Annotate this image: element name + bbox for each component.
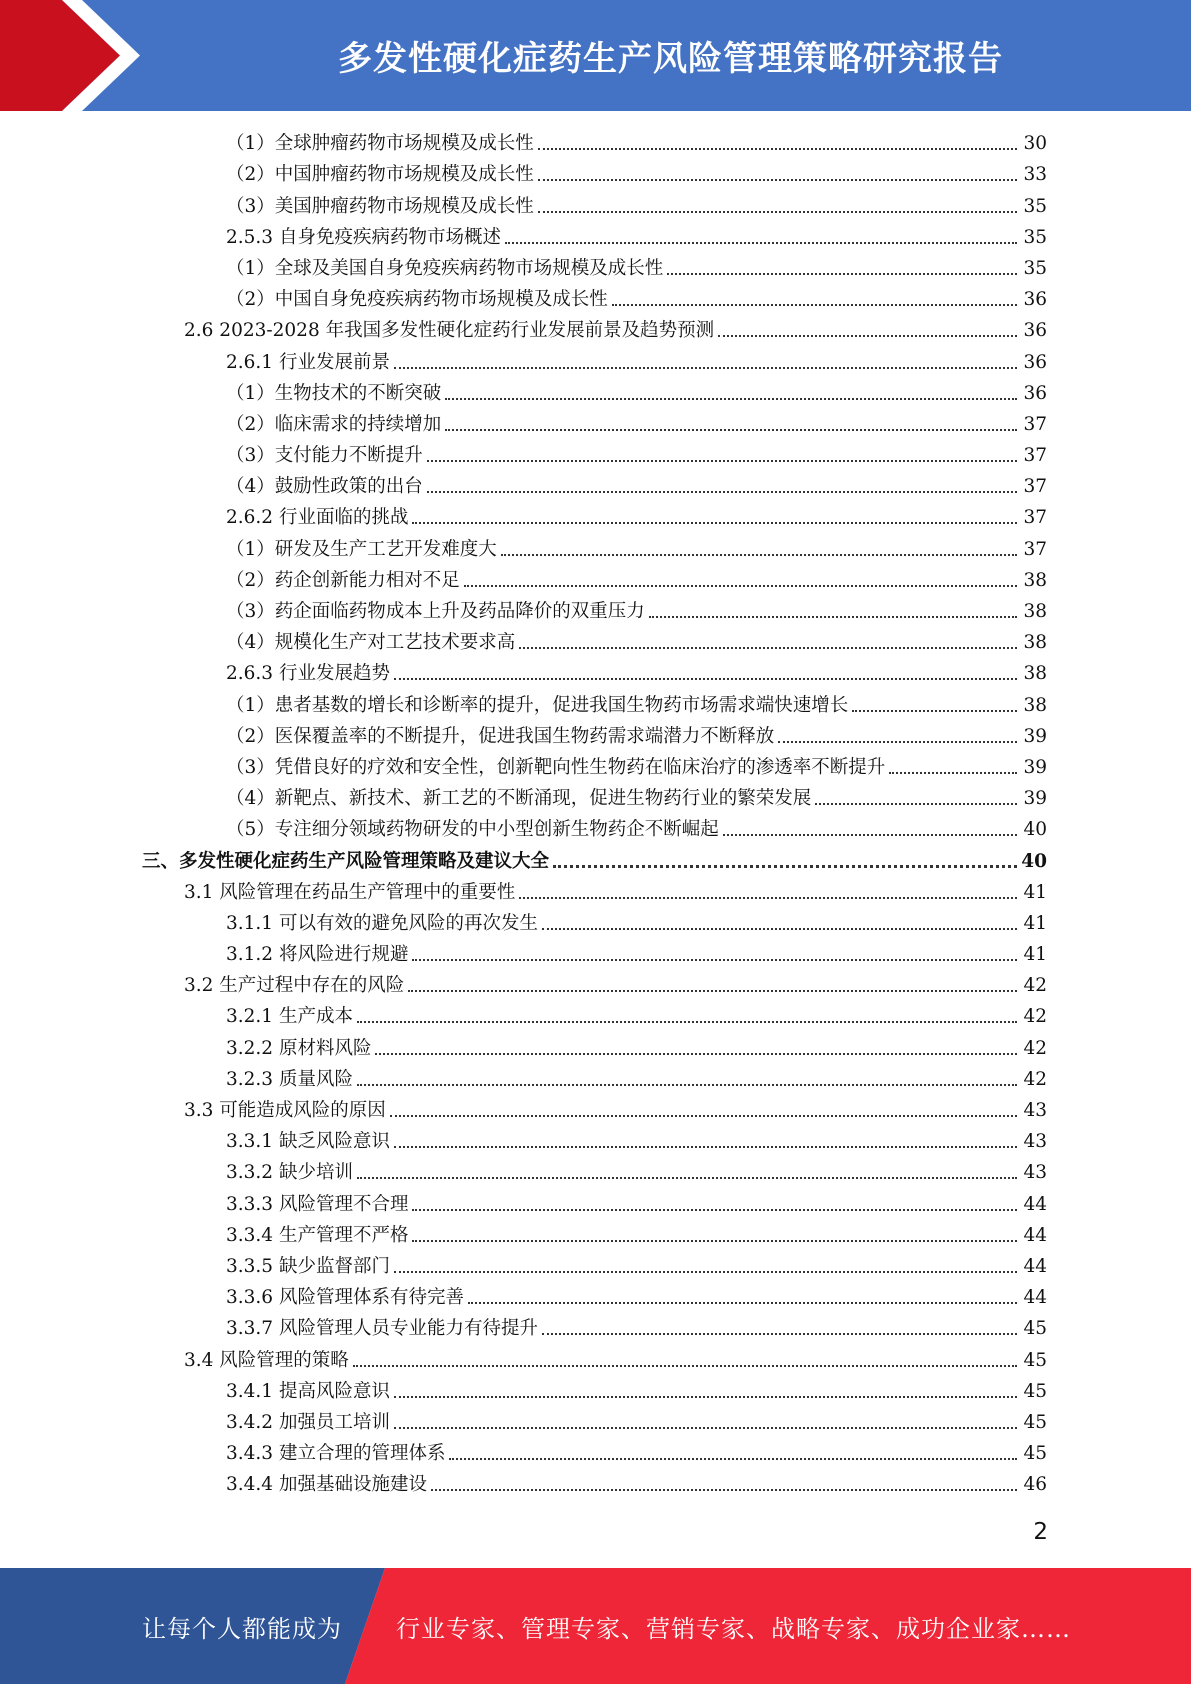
toc-entry-page: 35 xyxy=(1023,257,1047,279)
toc-leader-dots xyxy=(815,803,1017,805)
toc-entry-page: 38 xyxy=(1023,663,1047,685)
toc-entry[interactable] xyxy=(0,877,1191,908)
toc-entry-title: 3.2.3 质量风险 xyxy=(226,1068,353,1090)
toc-entry-page: 45 xyxy=(1023,1411,1047,1433)
toc-entry-title: （1）全球及美国自身免疫疾病药物市场规模及成长性 xyxy=(226,257,664,279)
toc-leader-dots xyxy=(464,585,1017,587)
toc-entry-title: （2）医保覆盖率的不断提升，促进我国生物药需求端潜力不断释放 xyxy=(226,725,775,747)
toc-entry[interactable] xyxy=(0,502,1191,533)
toc-leader-dots xyxy=(431,1489,1017,1491)
toc-leader-dots xyxy=(394,1396,1017,1398)
toc-leader-dots xyxy=(445,429,1017,431)
toc-entry-title: 3.4 风险管理的策略 xyxy=(184,1349,349,1371)
toc-entry-page: 44 xyxy=(1023,1287,1047,1309)
toc-entry-page: 37 xyxy=(1023,538,1047,560)
toc-entry[interactable] xyxy=(0,1344,1191,1375)
toc-entry-title: 2.6.3 行业发展趋势 xyxy=(226,663,390,685)
toc-leader-dots xyxy=(427,491,1017,493)
toc-entry-page: 39 xyxy=(1023,788,1047,810)
page-number: 2 xyxy=(1033,1519,1048,1545)
toc-entry-page: 43 xyxy=(1023,1162,1047,1184)
toc-entry[interactable] xyxy=(0,284,1191,315)
toc-entry-title: 3.4.3 建立合理的管理体系 xyxy=(226,1443,446,1465)
toc-entry[interactable] xyxy=(0,1376,1191,1407)
toc-entry-page: 45 xyxy=(1023,1443,1047,1465)
toc-entry-title: （4）鼓励性政策的出台 xyxy=(226,476,423,498)
toc-entry[interactable] xyxy=(0,596,1191,627)
toc-entry-page: 42 xyxy=(1023,1037,1047,1059)
toc-entry-title: 2.6.2 行业面临的挑战 xyxy=(226,507,409,529)
toc-entry-title: （5）专注细分领域药物研发的中小型创新生物药企不断崛起 xyxy=(226,819,719,841)
toc-entry-title: （1）研发及生产工艺开发难度大 xyxy=(226,538,497,560)
toc-entry-page: 38 xyxy=(1023,569,1047,591)
toc-entry-title: 3.4.2 加强员工培训 xyxy=(226,1411,390,1433)
toc-leader-dots xyxy=(553,865,1017,868)
toc-leader-dots xyxy=(390,1115,1017,1117)
toc-entry[interactable] xyxy=(0,1095,1191,1126)
toc-entry-title: 2.6.1 行业发展前景 xyxy=(226,351,390,373)
toc-leader-dots xyxy=(778,741,1017,743)
toc-leader-dots xyxy=(412,522,1017,524)
toc-entry[interactable] xyxy=(0,752,1191,783)
toc-leader-dots xyxy=(505,242,1017,244)
toc-leader-dots xyxy=(542,1333,1017,1335)
toc-leader-dots xyxy=(649,616,1017,618)
toc-entry-page: 38 xyxy=(1023,694,1047,716)
footer-band xyxy=(0,1568,1191,1684)
toc-entry-title: 3.3.2 缺少培训 xyxy=(226,1162,353,1184)
toc-leader-dots xyxy=(538,211,1017,213)
toc-entry-page: 36 xyxy=(1023,320,1047,342)
toc-entry[interactable] xyxy=(0,190,1191,221)
toc-entry-page: 46 xyxy=(1023,1474,1047,1496)
toc-entry[interactable] xyxy=(0,1313,1191,1344)
toc-leader-dots xyxy=(408,990,1017,992)
toc-entry-title: 3.3.7 风险管理人员专业能力有待提升 xyxy=(226,1318,538,1340)
toc-leader-dots xyxy=(357,1021,1017,1023)
toc-entry-page: 37 xyxy=(1023,413,1047,435)
toc-leader-dots xyxy=(394,1271,1017,1273)
toc-entry-title: 3.3.6 风险管理体系有待完善 xyxy=(226,1287,464,1309)
toc-entry[interactable] xyxy=(0,1032,1191,1063)
toc-entry[interactable] xyxy=(0,1407,1191,1438)
toc-entry[interactable] xyxy=(0,1064,1191,1095)
toc-entry-page: 40 xyxy=(1023,819,1047,841)
toc-entry-title: （3）支付能力不断提升 xyxy=(226,445,423,467)
toc-entry[interactable] xyxy=(0,533,1191,564)
toc-entry[interactable] xyxy=(0,346,1191,377)
toc-entry-page: 37 xyxy=(1023,476,1047,498)
toc-entry-title: 3.4.4 加强基础设施建设 xyxy=(226,1474,427,1496)
toc-entry-title: （3）药企面临药物成本上升及药品降价的双重压力 xyxy=(226,601,645,622)
toc-entry-page: 36 xyxy=(1023,382,1047,404)
toc-entry-title: （4）新靶点、新技术、新工艺的不断涌现，促进生物药行业的繁荣发展 xyxy=(226,788,812,810)
toc-leader-dots xyxy=(412,1209,1017,1211)
toc-leader-dots xyxy=(353,1365,1017,1367)
toc-entry-page: 38 xyxy=(1023,601,1047,622)
toc-entry-page: 33 xyxy=(1023,164,1047,186)
toc-leader-dots xyxy=(357,1084,1017,1086)
toc-entry[interactable] xyxy=(0,1251,1191,1282)
toc-entry-title: 3.2.2 原材料风险 xyxy=(226,1037,372,1059)
toc-leader-dots xyxy=(468,1302,1017,1304)
toc-entry[interactable] xyxy=(0,1001,1191,1032)
toc-entry-title: （2）药企创新能力相对不足 xyxy=(226,569,460,591)
toc-entry[interactable] xyxy=(0,908,1191,939)
toc-entry-page: 44 xyxy=(1023,1224,1047,1246)
toc-entry-page: 42 xyxy=(1023,975,1047,997)
toc-leader-dots xyxy=(357,1177,1017,1179)
toc-leader-dots xyxy=(394,367,1017,369)
toc-entry[interactable] xyxy=(0,689,1191,720)
toc-leader-dots xyxy=(852,710,1017,712)
toc-leader-dots xyxy=(889,772,1017,774)
toc-leader-dots xyxy=(542,928,1017,930)
toc-entry-title: 3.1 风险管理在药品生产管理中的重要性 xyxy=(184,881,516,903)
toc-leader-dots xyxy=(519,647,1017,649)
toc-entry-page: 44 xyxy=(1023,1255,1047,1277)
toc-entry[interactable] xyxy=(0,565,1191,596)
toc-entry[interactable] xyxy=(0,440,1191,471)
toc-leader-dots xyxy=(501,554,1017,556)
toc-entry[interactable] xyxy=(0,783,1191,814)
toc-leader-dots xyxy=(375,1053,1017,1055)
toc-leader-dots xyxy=(538,148,1017,150)
toc-entry-title: 三、多发性硬化症药生产风险管理策略及建议大全 xyxy=(142,850,550,872)
toc-entry[interactable] xyxy=(0,1126,1191,1157)
toc-entry-page: 45 xyxy=(1023,1380,1047,1402)
toc-leader-dots xyxy=(519,897,1017,899)
toc-entry[interactable] xyxy=(0,721,1191,752)
toc-entry[interactable] xyxy=(0,939,1191,970)
toc-entry-page: 42 xyxy=(1023,1006,1047,1028)
header-arrow-decoration xyxy=(0,0,160,111)
toc-entry-title: （2）临床需求的持续增加 xyxy=(226,413,442,435)
toc-entry[interactable] xyxy=(0,627,1191,658)
toc-entry-title: 3.1.2 将风险进行规避 xyxy=(226,944,409,966)
toc-leader-dots xyxy=(394,1146,1017,1148)
toc-entry-page: 38 xyxy=(1023,632,1047,654)
toc-entry-title: 3.3.4 生产管理不严格 xyxy=(226,1224,409,1246)
toc-leader-dots xyxy=(538,179,1017,181)
toc-entry[interactable] xyxy=(0,814,1191,845)
header-band xyxy=(0,0,1191,111)
toc-entry-page: 43 xyxy=(1023,1100,1047,1121)
toc-entry-title: 3.4.1 提高风险意识 xyxy=(226,1380,390,1402)
toc-entry-title: （2）中国肿瘤药物市场规模及成长性 xyxy=(226,164,534,186)
toc-leader-dots xyxy=(667,273,1017,275)
toc-entry-title: 3.2.1 生产成本 xyxy=(226,1006,353,1028)
toc-entry[interactable] xyxy=(0,970,1191,1001)
toc-entry[interactable] xyxy=(0,1188,1191,1219)
toc-entry[interactable] xyxy=(0,378,1191,409)
toc-entry-title: （3）美国肿瘤药物市场规模及成长性 xyxy=(226,195,534,217)
toc-entry-page: 41 xyxy=(1023,912,1047,934)
toc-entry-page: 45 xyxy=(1023,1349,1047,1371)
toc-entry-page: 43 xyxy=(1023,1131,1047,1153)
toc-leader-dots xyxy=(718,335,1017,337)
toc-entry[interactable] xyxy=(0,1438,1191,1469)
toc-leader-dots xyxy=(394,678,1017,680)
toc-entry[interactable] xyxy=(0,1220,1191,1251)
toc-entry-page: 30 xyxy=(1023,133,1047,155)
toc-entry[interactable] xyxy=(0,409,1191,440)
toc-entry-page: 40 xyxy=(1021,850,1047,872)
toc-entry[interactable] xyxy=(0,1469,1191,1500)
toc-entry-page: 35 xyxy=(1023,195,1047,217)
toc-leader-dots xyxy=(412,959,1017,961)
toc-entry-title: （3）凭借良好的疗效和安全性，创新靶向性生物药在临床治疗的渗透率不断提升 xyxy=(226,756,886,778)
toc-entry-page: 39 xyxy=(1023,756,1047,778)
toc-entry-title: 2.5.3 自身免疫疾病药物市场概述 xyxy=(226,226,501,248)
toc-entry-page: 37 xyxy=(1023,507,1047,529)
toc-entry-page: 44 xyxy=(1023,1193,1047,1215)
toc-leader-dots xyxy=(427,460,1017,462)
toc-entry[interactable] xyxy=(0,253,1191,284)
toc-entry-title: 2.6 2023-2028 年我国多发性硬化症药行业发展前景及趋势预测 xyxy=(184,320,715,342)
toc-leader-dots xyxy=(723,834,1017,836)
toc-entry[interactable] xyxy=(0,845,1191,876)
toc-entry-title: （1）生物技术的不断突破 xyxy=(226,382,442,404)
toc-entry-title: 3.3.3 风险管理不合理 xyxy=(226,1193,409,1215)
toc-entry[interactable] xyxy=(0,315,1191,346)
toc-entry[interactable] xyxy=(0,471,1191,502)
toc-entry-page: 45 xyxy=(1023,1318,1047,1340)
toc-entry[interactable] xyxy=(0,222,1191,253)
toc-entry-title: 3.3.1 缺乏风险意识 xyxy=(226,1131,390,1153)
toc-leader-dots xyxy=(612,304,1017,306)
footer-slogan-left: 让每个人都能成为 xyxy=(142,1614,342,1643)
toc-entry-title: （1）患者基数的增长和诊断率的提升，促进我国生物药市场需求端快速增长 xyxy=(226,694,849,716)
toc-entry-page: 41 xyxy=(1023,881,1047,903)
toc-entry-title: （4）规模化生产对工艺技术要求高 xyxy=(226,632,516,654)
toc-leader-dots xyxy=(449,1458,1017,1460)
toc-entry[interactable] xyxy=(0,1157,1191,1188)
toc-entry[interactable] xyxy=(0,159,1191,190)
toc-entry-title: 3.1.1 可以有效的避免风险的再次发生 xyxy=(226,912,538,934)
toc-leader-dots xyxy=(445,398,1017,400)
toc-entry-page: 37 xyxy=(1023,445,1047,467)
toc-entry-page: 42 xyxy=(1023,1068,1047,1090)
toc-entry[interactable] xyxy=(0,658,1191,689)
toc-entry-title: 3.3.5 缺少监督部门 xyxy=(226,1255,390,1277)
toc-entry-title: 3.3 可能造成风险的原因 xyxy=(184,1100,386,1121)
toc-entry[interactable] xyxy=(0,128,1191,159)
footer-slogan-right: 行业专家、管理专家、营销专家、战略专家、成功企业家…… xyxy=(396,1614,1071,1643)
table-of-contents xyxy=(0,128,1191,1500)
toc-leader-dots xyxy=(412,1240,1017,1242)
report-title: 多发性硬化症药生产风险管理策略研究报告 xyxy=(338,39,1003,79)
toc-entry-page: 39 xyxy=(1023,725,1047,747)
toc-entry-page: 41 xyxy=(1023,944,1047,966)
toc-entry[interactable] xyxy=(0,1282,1191,1313)
toc-entry-page: 36 xyxy=(1023,351,1047,373)
toc-entry-title: （2）中国自身免疫疾病药物市场规模及成长性 xyxy=(226,289,608,311)
toc-entry-title: 3.2 生产过程中存在的风险 xyxy=(184,975,405,997)
toc-entry-title: （1）全球肿瘤药物市场规模及成长性 xyxy=(226,133,534,155)
toc-entry-page: 36 xyxy=(1023,289,1047,311)
toc-entry-page: 35 xyxy=(1023,226,1047,248)
toc-leader-dots xyxy=(394,1427,1017,1429)
